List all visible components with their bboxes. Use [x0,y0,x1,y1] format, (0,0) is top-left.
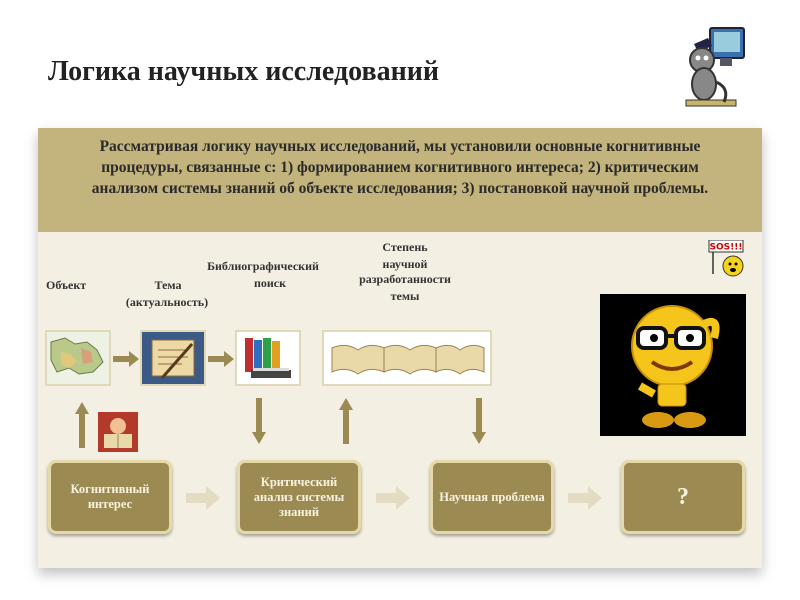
arrow-down-icon [252,398,266,444]
box-critical-analysis: Критический анализ системы знаний [237,460,361,534]
label-degree-line2: научной [382,257,428,271]
label-biblio-line1: Библиографический [207,259,319,273]
books-stack-icon [235,330,301,386]
map-icon [45,330,111,386]
page-title: Логика научных исследований [48,56,439,87]
arrow-right-icon [208,351,234,367]
intro-text: Рассматривая логику научных исследований, мы установили основные когнитивные процедуры, связанные с: 1) формированием когнитивного интереса; 2) критическим анализом системы знаний об объекте исследования; 3) постановкой научной проблемы. [38,128,762,232]
label-degree-line1: Степень [382,240,428,254]
svg-text:SOS!!!: SOS!!! [709,242,743,253]
thinking-smiley-icon [600,294,746,436]
label-topic-line2: (актуальность) [125,295,209,309]
label-degree-line4: темы [390,289,420,303]
label-biblio-line2: поиск [253,276,287,290]
label-biblio [193,259,333,274]
arrow-right-icon [376,486,410,510]
box-scientific-problem: Научная проблема [430,460,554,534]
label-topic-line1: Тема [154,278,182,292]
cat-at-computer-icon [680,22,752,110]
box-cognitive-interest: Когнитивный интерес [48,460,172,534]
label-object: Объект [46,278,87,292]
arrow-down-icon [472,398,486,444]
label-topic [148,278,188,293]
arrow-up-icon [75,402,89,448]
arrow-right-icon [568,486,602,510]
open-books-icon [322,330,492,386]
sos-smiley-icon [703,240,747,278]
arrow-up-icon [339,398,353,444]
arrow-right-icon [186,486,220,510]
label-degree-line3: разработанности [359,272,451,286]
label-degree [340,240,470,304]
box-question: ? [621,460,745,534]
student-reading-icon [98,412,138,452]
arrow-right-icon [113,351,139,367]
scroll-and-quill-icon [140,330,206,386]
